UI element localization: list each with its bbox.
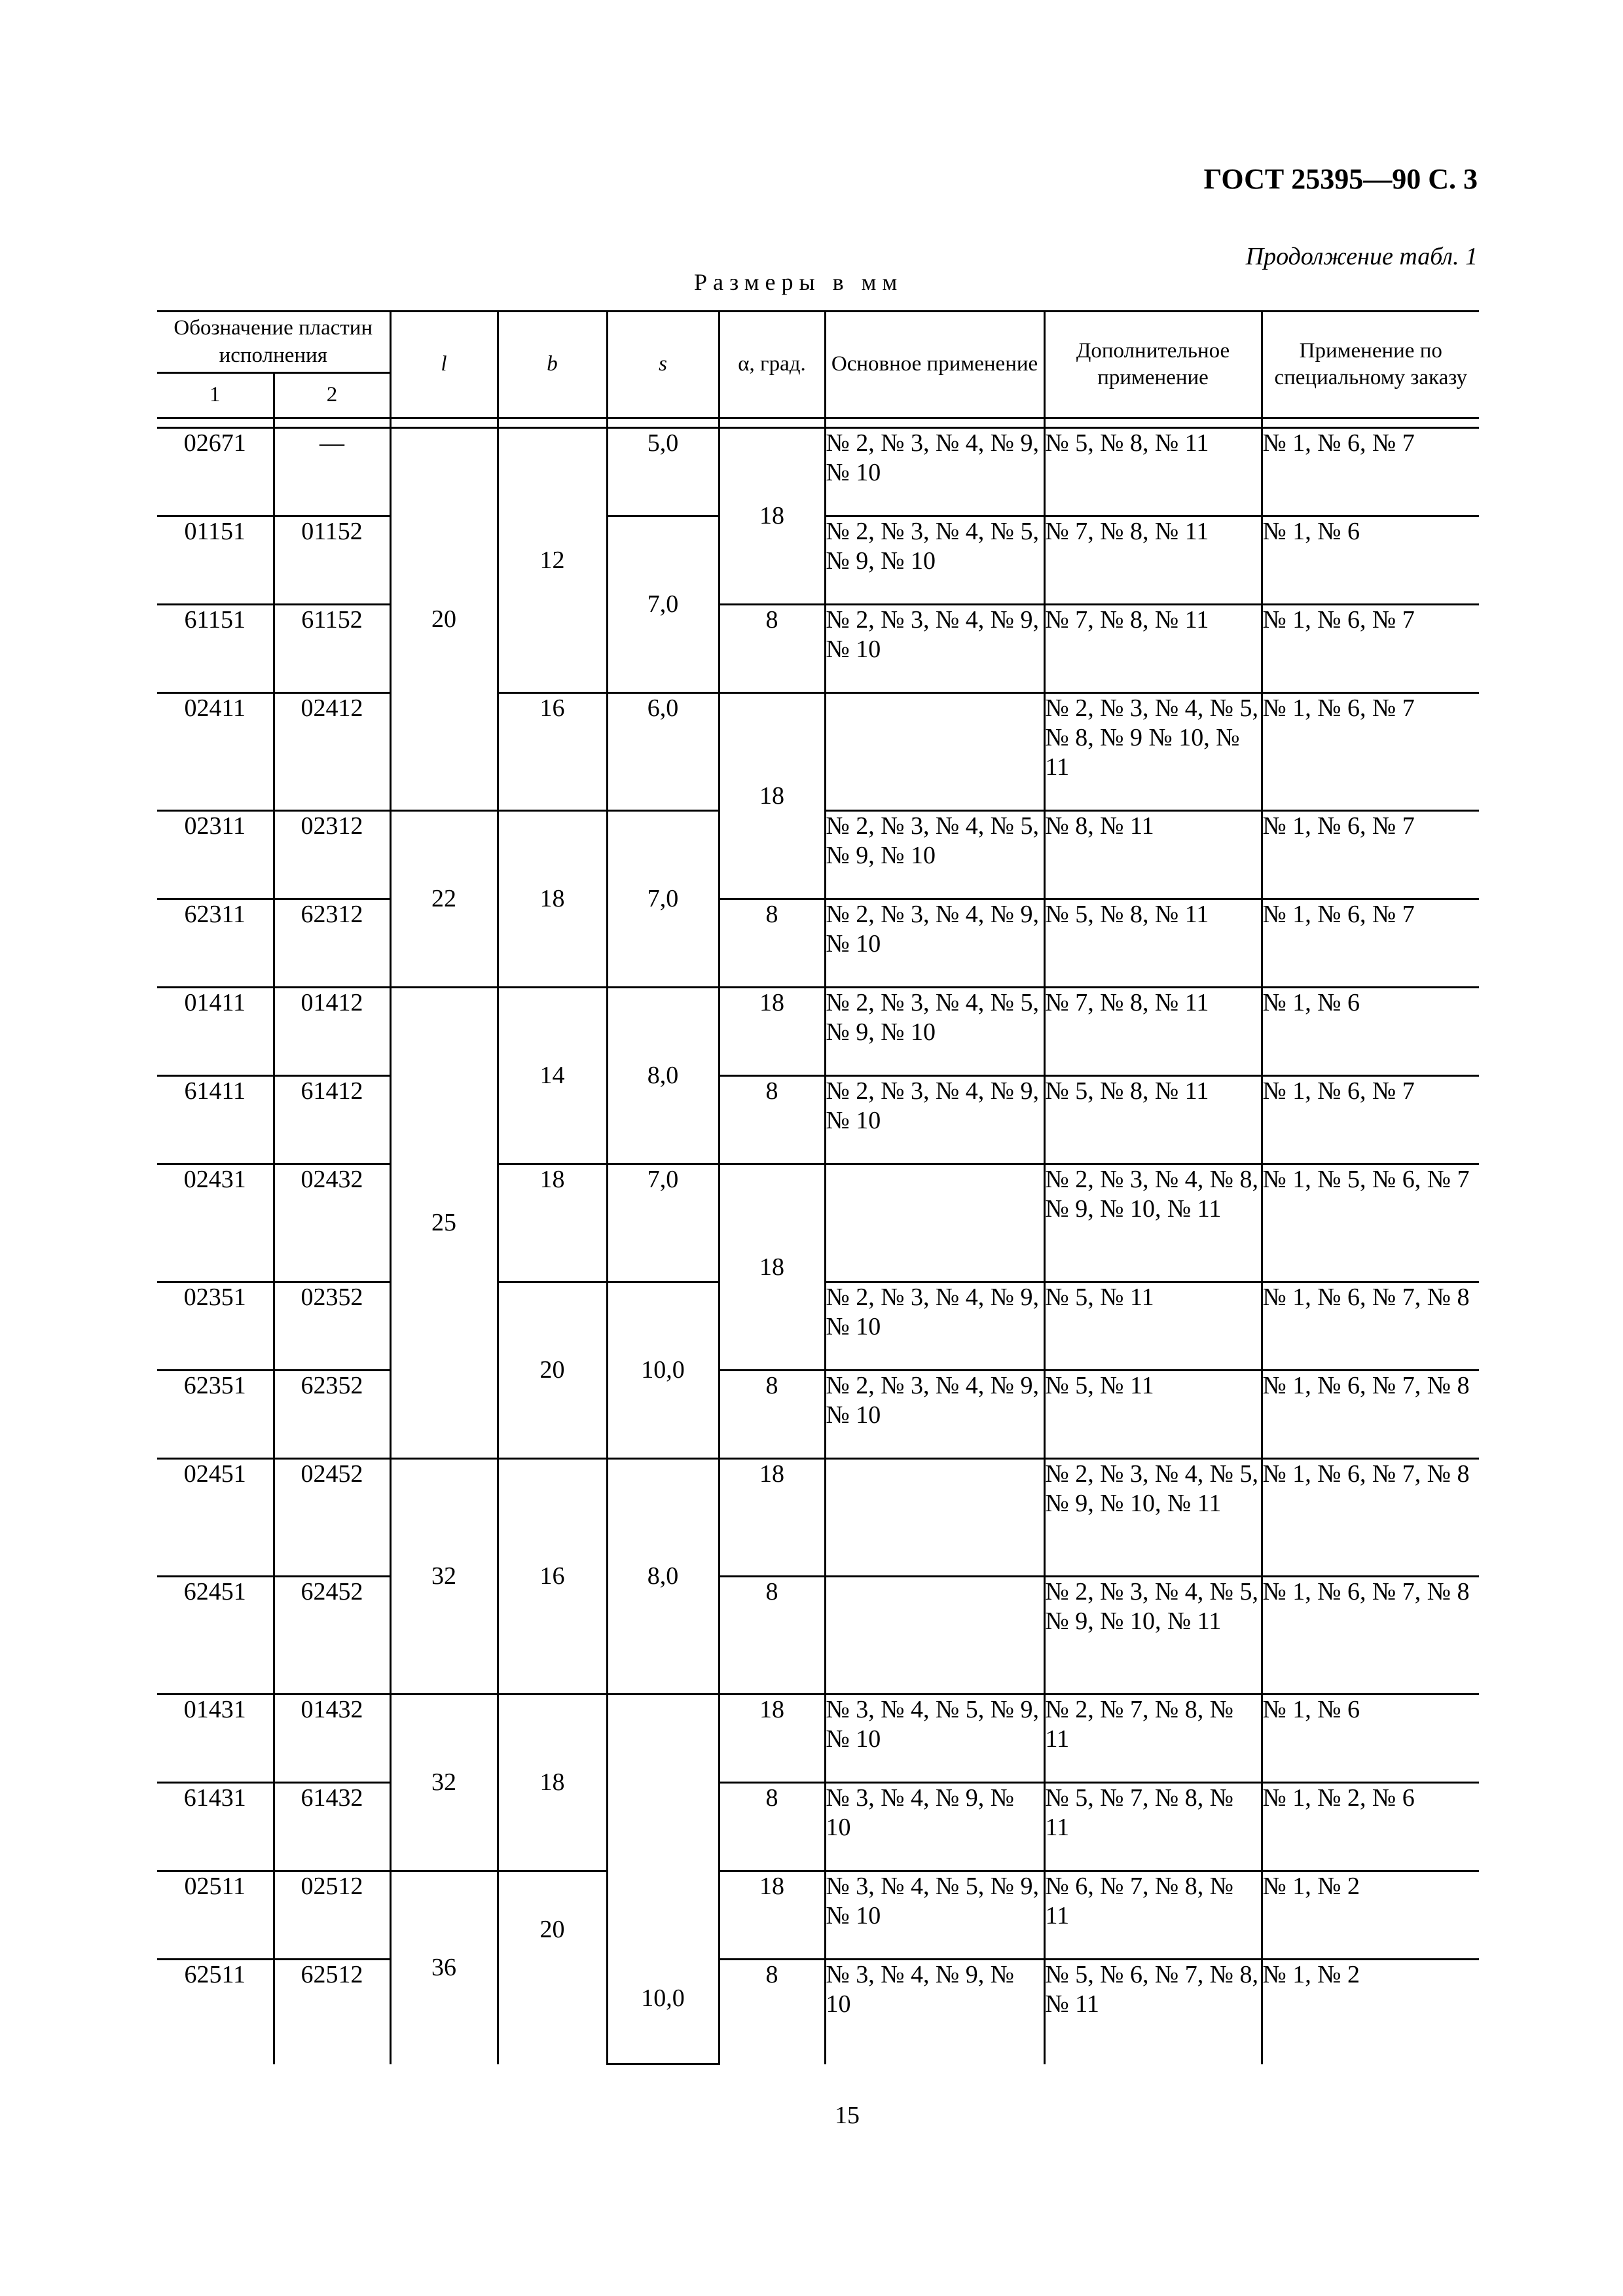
header-designation: Обозначение пластин исполнения xyxy=(157,312,390,373)
dimension-l: 20 xyxy=(390,428,498,811)
angle-alpha: 8 xyxy=(719,1783,825,1871)
main-application xyxy=(825,1459,1044,1577)
dimension-b: 20 xyxy=(498,1871,607,2064)
special-order: № 1, № 2 xyxy=(1262,1960,1479,2064)
special-order: № 1, № 6, № 7 xyxy=(1262,899,1479,988)
designation-2: 02312 xyxy=(274,811,390,899)
designation-1: 62311 xyxy=(157,899,274,988)
designation-1: 61411 xyxy=(157,1076,274,1164)
dimension-s: 8,0 xyxy=(607,1459,719,1695)
angle-alpha: 18 xyxy=(719,988,825,1076)
dimension-b: 20 xyxy=(498,1282,607,1459)
designation-2: 61152 xyxy=(274,605,390,693)
designation-1: 02311 xyxy=(157,811,274,899)
extra-application: № 7, № 8, № 11 xyxy=(1044,605,1262,693)
designation-1: 62451 xyxy=(157,1577,274,1695)
main-application: № 2, № 3, № 4, № 9, № 10 xyxy=(825,605,1044,693)
main-application: № 3, № 4, № 5, № 9, № 10 xyxy=(825,1871,1044,1960)
table-row xyxy=(157,1871,1479,1960)
angle-alpha: 18 xyxy=(719,1164,825,1371)
main-application: № 3, № 4, № 5, № 9, № 10 xyxy=(825,1695,1044,1783)
main-application: № 2, № 3, № 4, № 9, № 10 xyxy=(825,428,1044,516)
dimension-b: 16 xyxy=(498,693,607,811)
dimension-l: 25 xyxy=(390,988,498,1459)
designation-1: 61151 xyxy=(157,605,274,693)
designation-2: 01432 xyxy=(274,1695,390,1783)
special-order: № 1, № 6, № 7, № 8 xyxy=(1262,1282,1479,1371)
extra-application: № 5, № 8, № 11 xyxy=(1044,428,1262,516)
dimension-l: 36 xyxy=(390,1871,498,2064)
dimension-l: 32 xyxy=(390,1695,498,1871)
angle-alpha: 8 xyxy=(719,1076,825,1164)
designation-1: 02431 xyxy=(157,1164,274,1282)
special-order: № 1, № 6, № 7, № 8 xyxy=(1262,1371,1479,1459)
table-row xyxy=(157,1577,1479,1695)
extra-application: № 5, № 11 xyxy=(1044,1371,1262,1459)
designation-2: 02512 xyxy=(274,1871,390,1960)
angle-alpha: 8 xyxy=(719,1577,825,1695)
table-row xyxy=(157,899,1479,988)
extra-application: № 5, № 11 xyxy=(1044,1282,1262,1371)
extra-application: № 6, № 7, № 8, № 11 xyxy=(1044,1871,1262,1960)
table-row xyxy=(157,428,1479,516)
header-extra-application: Дополнительное применение xyxy=(1044,312,1262,418)
angle-alpha: 8 xyxy=(719,1371,825,1459)
extra-application: № 7, № 8, № 11 xyxy=(1044,988,1262,1076)
designation-2: 02432 xyxy=(274,1164,390,1282)
units-caption: Размеры в мм xyxy=(694,269,903,295)
designation-2: 02452 xyxy=(274,1459,390,1577)
main-application xyxy=(825,1577,1044,1695)
extra-application: № 5, № 8, № 11 xyxy=(1044,899,1262,988)
special-order: № 1, № 6, № 7 xyxy=(1262,428,1479,516)
special-order: № 1, № 6, № 7, № 8 xyxy=(1262,1577,1479,1695)
extra-application: № 2, № 3, № 4, № 5, № 8, № 9 № 10, № 11 xyxy=(1044,693,1262,811)
main-application: № 3, № 4, № 9, № 10 xyxy=(825,1783,1044,1871)
dimension-s: 5,0 xyxy=(607,428,719,516)
page-number: 15 xyxy=(835,2102,860,2129)
angle-alpha: 18 xyxy=(719,1695,825,1783)
main-application: № 2, № 3, № 4, № 5, № 9, № 10 xyxy=(825,811,1044,899)
special-order: № 1, № 5, № 6, № 7 xyxy=(1262,1164,1479,1282)
designation-2: 61432 xyxy=(274,1783,390,1871)
header-b: b xyxy=(498,312,607,418)
header-alpha: α, град. xyxy=(719,312,825,418)
main-application: № 2, № 3, № 4, № 9, № 10 xyxy=(825,1076,1044,1164)
dimension-s: 6,0 xyxy=(607,693,719,811)
extra-application: № 2, № 3, № 4, № 5, № 9, № 10, № 11 xyxy=(1044,1577,1262,1695)
designation-1: 01411 xyxy=(157,988,274,1076)
dimension-b: 14 xyxy=(498,988,607,1164)
designation-2: 01412 xyxy=(274,988,390,1076)
special-order: № 1, № 6 xyxy=(1262,1695,1479,1783)
extra-application: № 7, № 8, № 11 xyxy=(1044,516,1262,605)
extra-application: № 5, № 8, № 11 xyxy=(1044,1076,1262,1164)
designation-1: 02351 xyxy=(157,1282,274,1371)
special-order: № 1, № 2, № 6 xyxy=(1262,1783,1479,1871)
main-application: № 2, № 3, № 4, № 9, № 10 xyxy=(825,1371,1044,1459)
dimension-b: 18 xyxy=(498,1164,607,1282)
table-row xyxy=(157,1164,1479,1282)
extra-application: № 8, № 11 xyxy=(1044,811,1262,899)
special-order: № 1, № 6, № 7 xyxy=(1262,605,1479,693)
extra-application: № 5, № 7, № 8, № 11 xyxy=(1044,1783,1262,1871)
designation-1: 01431 xyxy=(157,1695,274,1783)
header-special-order: Применение по специальному заказу xyxy=(1262,312,1479,418)
designation-2: 01152 xyxy=(274,516,390,605)
angle-alpha: 18 xyxy=(719,1871,825,1960)
header-s: s xyxy=(607,312,719,418)
designation-2: 62312 xyxy=(274,899,390,988)
special-order: № 1, № 6, № 7 xyxy=(1262,1076,1479,1164)
table-row xyxy=(157,1371,1479,1459)
angle-alpha: 8 xyxy=(719,1960,825,2064)
extra-application: № 2, № 3, № 4, № 5, № 9, № 10, № 11 xyxy=(1044,1459,1262,1577)
table-row xyxy=(157,1695,1479,1783)
designation-2: 02412 xyxy=(274,693,390,811)
main-application: № 2, № 3, № 4, № 9, № 10 xyxy=(825,899,1044,988)
designation-2: 02352 xyxy=(274,1282,390,1371)
main-application: № 3, № 4, № 9, № 10 xyxy=(825,1960,1044,2064)
table-continuation-label: Продолжение табл. 1 xyxy=(1245,243,1478,270)
dimension-s: 7,0 xyxy=(607,811,719,988)
special-order: № 1, № 6, № 7 xyxy=(1262,693,1479,811)
main-application: № 2, № 3, № 4, № 5, № 9, № 10 xyxy=(825,516,1044,605)
designation-1: 61431 xyxy=(157,1783,274,1871)
extra-application: № 2, № 3, № 4, № 8, № 9, № 10, № 11 xyxy=(1044,1164,1262,1282)
main-application: № 2, № 3, № 4, № 5, № 9, № 10 xyxy=(825,988,1044,1076)
table-row xyxy=(157,1076,1479,1164)
designation-2: 62352 xyxy=(274,1371,390,1459)
extra-application: № 2, № 7, № 8, № 11 xyxy=(1044,1695,1262,1783)
table-row xyxy=(157,988,1479,1076)
main-application xyxy=(825,693,1044,811)
main-application: № 2, № 3, № 4, № 9, № 10 xyxy=(825,1282,1044,1371)
dimension-b: 16 xyxy=(498,1459,607,1695)
angle-alpha: 8 xyxy=(719,605,825,693)
designation-1: 62511 xyxy=(184,1961,246,1988)
header-col-2: 2 xyxy=(274,373,390,418)
special-order: № 1, № 6, № 7, № 8 xyxy=(1262,1459,1479,1577)
dimension-b: 12 xyxy=(498,428,607,693)
table-row xyxy=(157,1960,1479,2064)
specification-table xyxy=(157,310,1479,2065)
main-application xyxy=(825,1164,1044,1282)
designation-2: — xyxy=(274,428,390,516)
designation-2: 62452 xyxy=(274,1577,390,1695)
angle-alpha: 18 xyxy=(719,1459,825,1577)
designation-1: 62351 xyxy=(157,1371,274,1459)
angle-alpha: 18 xyxy=(719,693,825,899)
dimension-s: 10,0 xyxy=(607,1282,719,1459)
dimension-l: 32 xyxy=(390,1459,498,1695)
header-main-application: Основное применение xyxy=(825,312,1044,418)
special-order: № 1, № 6 xyxy=(1262,988,1479,1076)
designation-1: 02451 xyxy=(157,1459,274,1577)
designation-2: 61412 xyxy=(274,1076,390,1164)
extra-application: № 5, № 6, № 7, № 8, № 11 xyxy=(1044,1960,1262,2064)
designation-1: 02671 xyxy=(157,428,274,516)
designation-1: 01151 xyxy=(157,516,274,605)
dimension-b: 18 xyxy=(498,811,607,988)
dimension-s: 7,0 xyxy=(607,516,719,693)
page-header-title: ГОСТ 25395—90 С. 3 xyxy=(1203,163,1478,195)
dimension-b: 18 xyxy=(498,1695,607,1871)
angle-alpha: 18 xyxy=(719,428,825,605)
table-row xyxy=(157,1459,1479,1577)
dimension-s: 7,0 xyxy=(607,1164,719,1282)
dimension-s: 8,0 xyxy=(607,988,719,1164)
header-col-1: 1 xyxy=(157,373,274,418)
dimension-l: 22 xyxy=(390,811,498,988)
designation-1: 02411 xyxy=(157,693,274,811)
designation-1: 02511 xyxy=(157,1871,274,1960)
angle-alpha: 8 xyxy=(719,899,825,988)
table-row xyxy=(157,693,1479,811)
table-row xyxy=(157,605,1479,693)
header-l: l xyxy=(390,312,498,418)
designation-2: 62512 xyxy=(274,1960,390,2064)
special-order: № 1, № 6 xyxy=(1262,516,1479,605)
special-order: № 1, № 6, № 7 xyxy=(1262,811,1479,899)
table-row xyxy=(157,1783,1479,1871)
dimension-s: 10,0 xyxy=(607,1695,719,2064)
special-order: № 1, № 2 xyxy=(1262,1871,1479,1960)
